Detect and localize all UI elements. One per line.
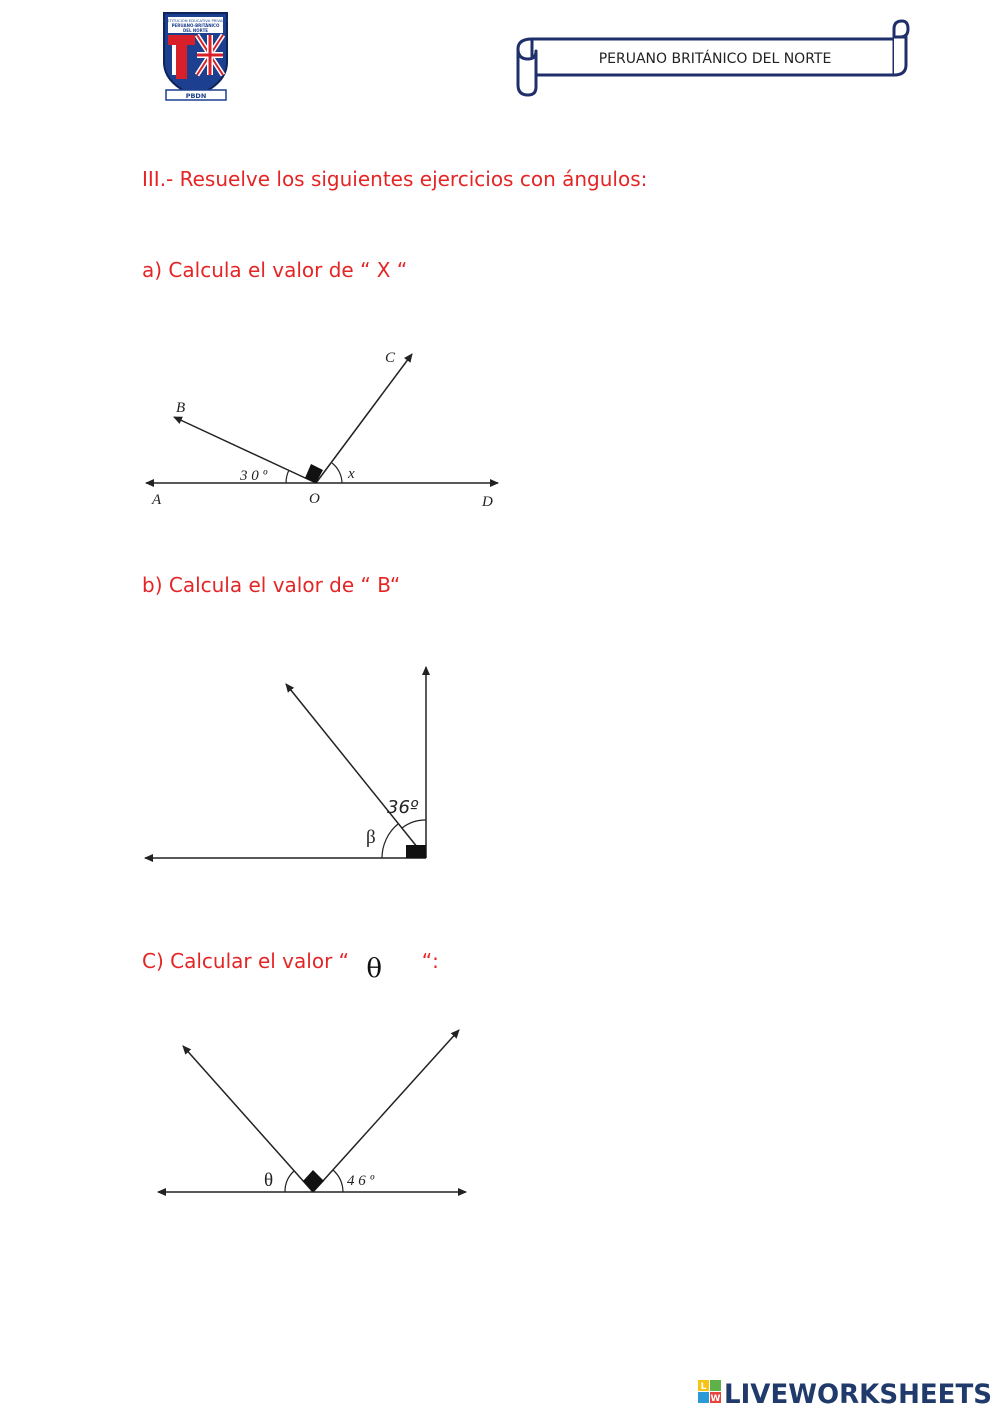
point-b-label: B	[176, 400, 186, 416]
ray-upper-left	[183, 1046, 313, 1192]
angle-46-label: 4 6 º	[347, 1173, 375, 1189]
crest-motto-line-3: DEL NORTE	[182, 28, 209, 33]
exercise-a-prompt: a) Calcula el valor de “ X “	[142, 258, 408, 282]
angle-arc-36	[402, 820, 426, 828]
liveworksheets-wordmark: LIVEWORKSHEETS	[724, 1379, 992, 1410]
school-name-banner	[510, 15, 910, 100]
point-o-label: O	[309, 491, 320, 507]
logo-letter-l: L	[700, 1382, 707, 1392]
angle-arc-beta	[382, 824, 398, 858]
crest-motto-line-1: INSTITUCIÓN EDUCATIVA PRIVADA	[163, 18, 228, 23]
ray-oc	[316, 354, 412, 483]
exercise-a-figure	[130, 335, 520, 520]
theta-symbol: θ	[366, 954, 383, 984]
point-d-label: D	[482, 494, 493, 510]
angle-36-label: 36º	[387, 797, 419, 818]
unknown-beta-label: β	[366, 827, 376, 848]
exercise-b-figure	[130, 655, 450, 870]
angle-arc-30	[286, 470, 289, 483]
point-c-label: C	[385, 350, 396, 366]
exercise-c-prompt-end: “:	[421, 949, 439, 973]
angle-30-label: 3 0 º	[240, 468, 268, 484]
school-name: PERUANO BRITÁNICO DEL NORTE	[598, 51, 832, 67]
exercise-b-prompt: b) Calcula el valor de “ B“	[142, 573, 401, 597]
exercise-c-prompt-start: C) Calcular el valor “	[142, 949, 350, 973]
angle-arc-46	[333, 1170, 343, 1192]
logo-letter-w: W	[710, 1394, 721, 1404]
ray-oblique	[286, 684, 426, 858]
right-angle-mark	[406, 845, 426, 858]
point-a-label: A	[152, 492, 162, 508]
angle-arc-x	[332, 463, 342, 483]
right-angle-mark	[303, 1170, 324, 1192]
right-angle-mark	[305, 464, 323, 483]
crest-ribbon-text: PBDN	[185, 92, 207, 100]
liveworksheets-logo-icon	[698, 1380, 721, 1404]
crest-motto-line-2: PERUANO-BRITÁNICO	[171, 23, 220, 28]
exercise-c-figure	[150, 1020, 480, 1210]
exercise-c-prompt	[142, 949, 439, 984]
liveworksheets-brand	[695, 1374, 995, 1410]
section-title: III.- Resuelve los siguientes ejercicios con ángulos:	[142, 167, 648, 191]
unknown-theta-label: θ	[264, 1170, 274, 1191]
ray-upper-right	[313, 1030, 459, 1192]
unknown-x-label: x	[348, 466, 355, 482]
school-crest-icon	[160, 10, 232, 105]
angle-arc-theta	[285, 1171, 294, 1192]
